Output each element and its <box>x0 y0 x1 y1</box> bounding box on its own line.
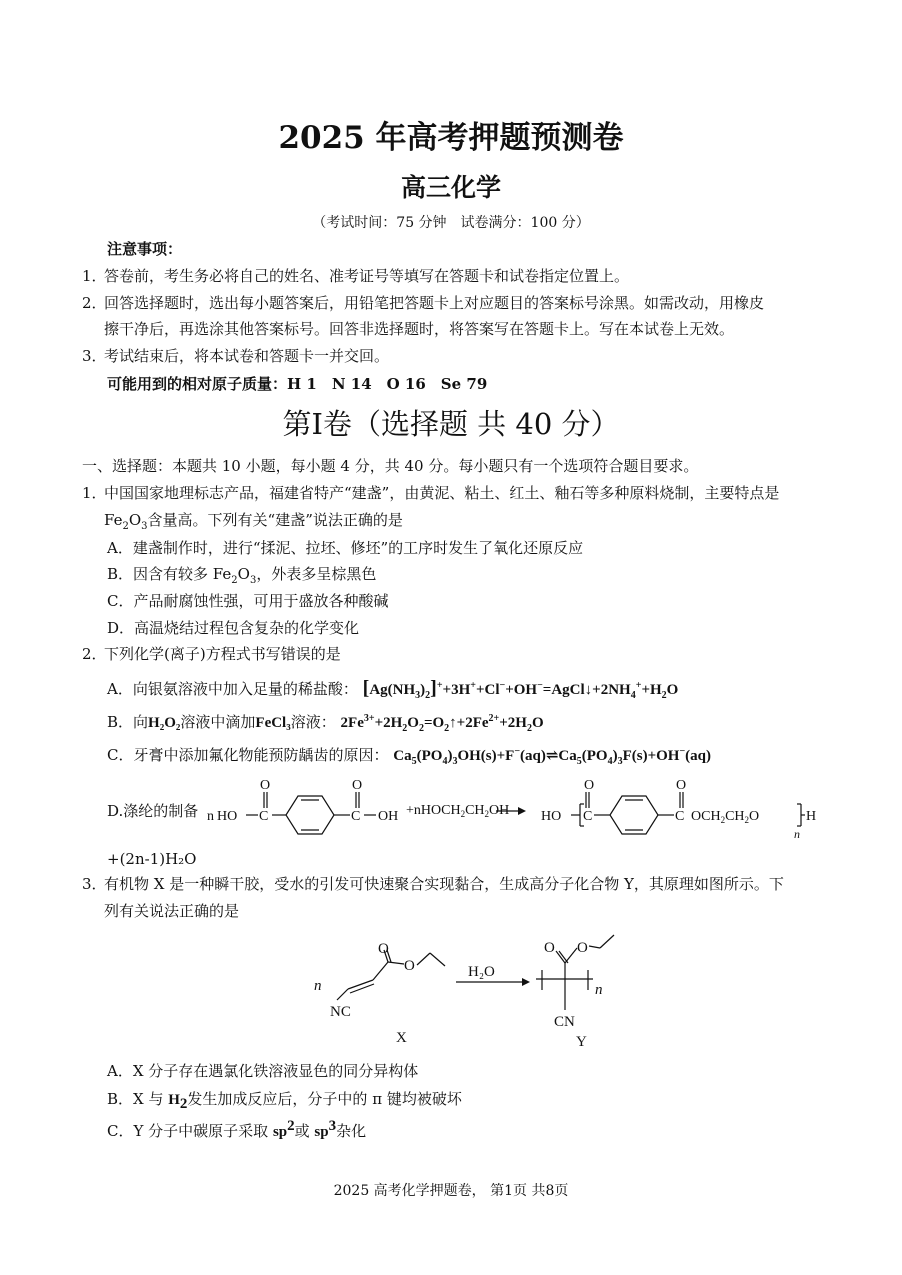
svg-text:C: C <box>675 809 685 824</box>
q2b-equation: $2Fe^{3+}+2H_2O_2=O_2↑+2Fe^{2+}+2H_2O$ <box>340 713 544 734</box>
svg-text:CN: CN <box>554 1014 575 1030</box>
notice-item-1: 1．答卷前，考生务必将自己的姓名、准考证号等填写在答题卡和试卷指定位置上。 <box>82 267 630 285</box>
svg-text:+nHOCH2CH2OH: $+nHOCH_2CH_2OH$ <box>406 803 510 819</box>
notice-item-2-cont: 擦干净后，再选涂其他答案标号。回答非选择题时，将答案写在答题卡上。写在本试卷上无效。 <box>104 320 735 338</box>
svg-text:O: O <box>584 778 595 793</box>
q2-option-a[interactable]: A．向银氨溶液中加入足量的稀盐酸： $[Ag(NH_3)_2]^++3H^++Cl^-+OH^-=AgCl↓+2NH_4^++H_2O$ <box>107 677 679 701</box>
atomic-mass-note: 可能用到的相对原子质量：H 1 N 14 O 16 Se 79 <box>107 375 488 393</box>
svg-text:O: O <box>378 941 389 957</box>
svg-text:O: O <box>577 940 588 956</box>
svg-text:OH: OH <box>378 809 399 824</box>
svg-text:C: C <box>351 809 361 824</box>
q1-stem-cont: $Fe_2O_3$含量高。下列有关“建盏”说法正确的是 <box>104 511 403 532</box>
q1-stem: 1．中国国家地理标志产品，福建省特产“建盏”，由黄泥、粘土、红土、釉石等多种原料烧制，主要特点是 <box>82 484 780 502</box>
svg-text:X: X <box>396 1030 407 1046</box>
svg-text:Y: Y <box>576 1034 587 1050</box>
svg-text:n: n <box>207 809 214 824</box>
q2-option-b[interactable]: B．向H₂O₂溶液中滴加FeCl₃溶液： $2Fe^{3+}+2H_2O_2=O_2↑+2Fe^{2+}+2H_2O$ <box>107 713 544 734</box>
svg-text:NC: NC <box>330 1004 351 1020</box>
section-title: 第I卷（选择题 共 40 分） <box>282 407 620 441</box>
q3-option-c[interactable]: C．Y 分子中碳原子采取 $sp^2$或 $sp^3$杂化 <box>107 1118 367 1140</box>
q2c-equation: $Ca_5(PO_4)_3OH(s)+F^-(aq)\rightleftharpoons Ca_5(PO_4)_3F(s)+OH^-(aq)$ <box>393 746 712 767</box>
section-instructions: 一、选择题：本题共 10 小题，每小题 4 分，共 40 分。每小题只有一个选项符合题目要求。 <box>82 457 699 475</box>
q2d-reaction-scheme <box>200 772 825 840</box>
exam-meta: （考试时间：75 分钟 试卷满分：100 分） <box>312 215 590 231</box>
notice-heading: 注意事项： <box>107 240 183 258</box>
svg-text:n: n <box>794 827 800 840</box>
q3-stem: 3．有机物 X 是一种瞬干胶，受水的引发可快速聚合实现黏合，生成高分子化合物 Y，其原理如图所示。下 <box>82 875 784 893</box>
exam-subtitle: 高三化学 <box>400 173 501 202</box>
q2-option-c[interactable]: C．牙膏中添加氟化物能预防龋齿的原因： $Ca_5(PO_4)_3OH(s)+F^-(aq)\rightleftharpoons Ca_5(PO_4)_3F(s)+OH^-(aq)$ <box>107 746 712 767</box>
q2-option-d-label[interactable]: D.涤纶的制备 <box>107 802 199 820</box>
notice-item-2: 2．回答选择题时，选出每小题答案后，用铅笔把答题卡上对应题目的答案标号涂黑。如需改动，用橡皮 <box>82 294 765 312</box>
svg-text:H₂O: H₂O <box>468 964 495 980</box>
svg-text:OCH2CH2O: $OCH_2CH_2O$ <box>691 809 760 825</box>
q3-option-b[interactable]: B．X 与 $H_2$发生加成反应后，分子中的 π 键均被破坏 <box>107 1090 462 1112</box>
svg-text:HO: HO <box>217 809 238 824</box>
exam-title: 2025 年高考押题预测卷 <box>278 120 624 156</box>
q2-stem: 2．下列化学(离子)方程式书写错误的是 <box>82 645 341 663</box>
svg-text:O: O <box>676 778 687 793</box>
svg-text:O: O <box>352 778 363 793</box>
q2-option-d-tail: +(2n-1)H₂O <box>107 850 197 868</box>
q1-option-b[interactable]: B．因含有较多 $Fe_2O_3$，外表多呈棕黑色 <box>107 565 377 586</box>
q1-option-a[interactable]: A．建盏制作时，进行“揉泥、拉坯、修坯”的工序时发生了氧化还原反应 <box>107 539 584 557</box>
q3-option-a[interactable]: A．X 分子存在遇氯化铁溶液显色的同分异构体 <box>107 1062 419 1080</box>
svg-text:H: H <box>806 809 817 824</box>
svg-text:O: O <box>404 958 415 974</box>
svg-text:C: C <box>259 809 269 824</box>
q1-option-d[interactable]: D．高温烧结过程包含复杂的化学变化 <box>107 619 360 637</box>
svg-text:O: O <box>544 940 555 956</box>
svg-text:n: n <box>314 978 322 994</box>
notice-item-3: 3．考试结束后，将本试卷和答题卡一并交回。 <box>82 347 390 365</box>
page-footer: 2025 高考化学押题卷， 第1页 共8页 <box>333 1183 569 1199</box>
svg-text:O: O <box>260 778 271 793</box>
svg-text:C: C <box>583 809 593 824</box>
q1-option-c[interactable]: C．产品耐腐蚀性强，可用于盛放各种酸碱 <box>107 592 389 610</box>
svg-text:HO: HO <box>541 809 562 824</box>
q3-reaction-scheme <box>300 922 640 1054</box>
svg-text:n: n <box>595 982 603 998</box>
q3-stem-cont: 列有关说法正确的是 <box>104 902 240 920</box>
q2a-equation: $[Ag(NH_3)_2]^++3H^++Cl^-+OH^-=AgCl↓+2NH_4^++H_2O$ <box>362 677 679 701</box>
